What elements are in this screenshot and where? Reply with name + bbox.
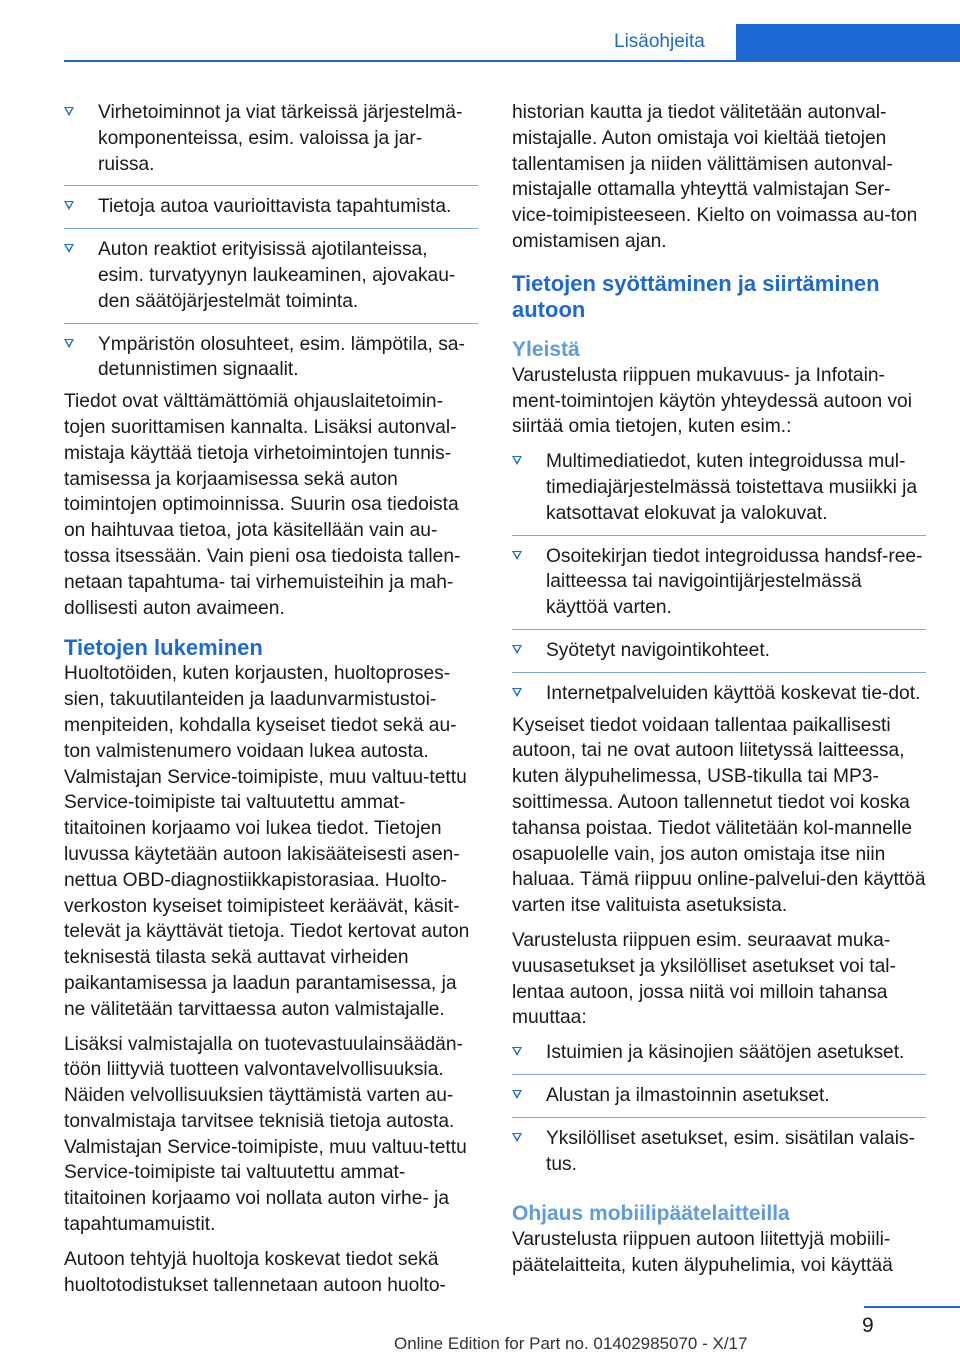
triangle-bullet-icon xyxy=(512,1047,522,1056)
list-separator xyxy=(512,672,926,673)
paragraph: Huoltotöiden, kuten korjausten, huoltoproses-sien, takuutilanteiden ja laadunvarmistustoi-menpiteiden, kohdalla kyseiset tiedot sekä au-ton valmistenumero voidaan lukea autosta. Valmistajan Service-toimipiste, muu valtuu-tettu Service-toimipiste tai valtuutettu ammat-titaitoinen korjaamo voi lukea tiedot. Tietojen luvussa käytetään autoon lakisääteisesti asen-nettua OBD-diagnostiikkapistorasiaa. Huolto-verkoston kyseiset toimipisteet keräävät, käsit-televät ja käyttävät tietoja. Tiedot kertovat auton teknisestä tilasta sekä auttavat virheiden paikantamisessa ja laadun parantamisessa, ja ne välitetään tarvittaessa auton valmistajalle. xyxy=(64,663,470,1020)
right-list-2 xyxy=(512,1040,926,1177)
left-list-1 xyxy=(64,100,478,383)
list-item: Internetpalveluiden käyttöä koskevat tie-dot. xyxy=(512,681,926,707)
triangle-bullet-icon xyxy=(512,456,522,465)
list-separator xyxy=(64,228,478,229)
right-column xyxy=(512,100,926,1288)
paragraph: Lisäksi valmistajalla on tuotevastuulainsäädän-töön liittyviä tuotteen valvontavelvollisuuksia. Näiden velvollisuuksien täyttämistä varten au-tonvalmistaja tarvitsee teknisiä tietoja autosta. Valmistajan Service-toimipiste, muu valtuu-tettu Service-toimipiste tai valtuutettu ammat-titaitoinen korjaamo voi nollata auton virhe- ja tapahtumamuistit. xyxy=(64,1033,467,1236)
left-column xyxy=(64,100,478,1307)
triangle-bullet-icon xyxy=(64,107,74,116)
paragraph: historian kautta ja tiedot välitetään autonval-mistajalle. Auton omistaja voi kieltää tietojen tallentamisen ja niiden välittämisen autonval-mistajalle ottamalla yhteyttä valmistajan Ser-vice-toimipisteeseen. Kielto on voimassa au-ton omistamisen ajan. xyxy=(512,102,918,252)
page-number: 9 xyxy=(862,1314,874,1337)
list-separator xyxy=(512,1074,926,1075)
list-item: Ympäristön olosuhteet, esim. lämpötila, sa-detunnistimen signaalit. xyxy=(64,332,478,384)
list-item: Osoitekirjan tiedot integroidussa handsf-ree-laitteessa tai navigointijärjestelmässä käyttöä varten. xyxy=(512,544,926,621)
footer-rule xyxy=(864,1306,960,1308)
paragraph: Tiedot ovat välttämättömiä ohjauslaitetoimin-tojen suorittamisen kannalta. Lisäksi autonval-mistaja käyttää tietoja virhetoimintojen tunnis-tamisessa ja korjaamisessa sekä auton toimintojen optimoinnissa. Suurin osa tiedoista on haihtuvaa tietoa, jota käsitellään vain au-tossa itsessään. Vain pieni osa tiedoista tallen-netaan tapahtuma- tai virhemuisteihin ja mah-dollisesti auton avaimeen. xyxy=(64,391,461,619)
list-separator xyxy=(64,185,478,186)
list-item: Syötetyt navigointikohteet. xyxy=(512,638,926,664)
list-separator xyxy=(64,323,478,324)
triangle-bullet-icon xyxy=(512,688,522,697)
triangle-bullet-icon xyxy=(512,1133,522,1142)
footer-edition: Online Edition for Part no. 01402985070 - X/17 xyxy=(394,1334,748,1353)
triangle-bullet-icon xyxy=(64,201,74,210)
section-heading: Tietojen syöttäminen ja siirtäminen autoon xyxy=(512,270,880,322)
paragraph: Autoon tehtyjä huoltoja koskevat tiedot sekä huoltotodistukset tallennetaan autoon huolto- xyxy=(64,1248,446,1296)
header-section-title: Lisäohjeita xyxy=(614,31,705,52)
paragraph: Kyseiset tiedot voidaan tallentaa paikallisesti autoon, tai ne ovat autoon liitetyssä laitteessa, kuten älypuhelimessa, USB-tikulla tai MP3-soittimessa. Autoon tallennetut tiedot voi koska tahansa poistaa. Tiedot välitetään kol-mannelle osapuolelle vain, jos auton omistaja itse niin haluaa. Tämä riippuu online-palvelui-den käyttöä varten itse valituista asetuksista. xyxy=(512,714,926,917)
paragraph: Varustelusta riippuen autoon liitettyjä mobiili-päätelaitteita, kuten älypuhelimia, voi käyttää xyxy=(512,1229,893,1277)
paragraph: Varustelusta riippuen mukavuus- ja Infotain-ment-toimintojen käytön yhteydessä autoon voi siirtää omia tietojen, kuten esim.: xyxy=(512,364,912,438)
right-list-1 xyxy=(512,449,926,706)
list-separator xyxy=(512,1117,926,1118)
list-item: Virhetoiminnot ja viat tärkeissä järjestelmä-komponenteissa, esim. valoissa ja jar-ruissa. xyxy=(64,100,478,177)
subsection-heading: Yleistä xyxy=(512,337,580,361)
triangle-bullet-icon xyxy=(64,339,74,348)
list-item: Istuimien ja käsinojien säätöjen asetukset. xyxy=(512,1040,926,1066)
list-item: Alustan ja ilmastoinnin asetukset. xyxy=(512,1083,926,1109)
header-rule xyxy=(64,60,736,62)
list-item: Tietoja autoa vaurioittavista tapahtumista. xyxy=(64,194,478,220)
paragraph: Varustelusta riippuen esim. seuraavat muka-vuusasetukset ja yksilölliset asetukset voi tal-lentaa autoon, jossa niitä voi milloin tahansa muuttaa: xyxy=(512,929,896,1029)
header-tab xyxy=(736,24,960,62)
triangle-bullet-icon xyxy=(64,244,74,253)
triangle-bullet-icon xyxy=(512,551,522,560)
list-item: Multimediatiedot, kuten integroidussa mul-timediajärjestelmässä toistettava musiikki ja katsottavat elokuvat ja valokuvat. xyxy=(512,449,926,526)
list-separator xyxy=(512,535,926,536)
section-heading: Tietojen lukeminen xyxy=(64,635,263,661)
list-separator xyxy=(512,629,926,630)
list-item: Yksilölliset asetukset, esim. sisätilan valais-tus. xyxy=(512,1126,926,1178)
subsection-heading: Ohjaus mobiilipäätelaitteilla xyxy=(512,1202,790,1226)
triangle-bullet-icon xyxy=(512,1090,522,1099)
list-item: Auton reaktiot erityisissä ajotilanteissa, esim. turvatyynyn laukeaminen, ajovakau-den säätöjärjestelmät toiminta. xyxy=(64,237,478,314)
triangle-bullet-icon xyxy=(512,645,522,654)
